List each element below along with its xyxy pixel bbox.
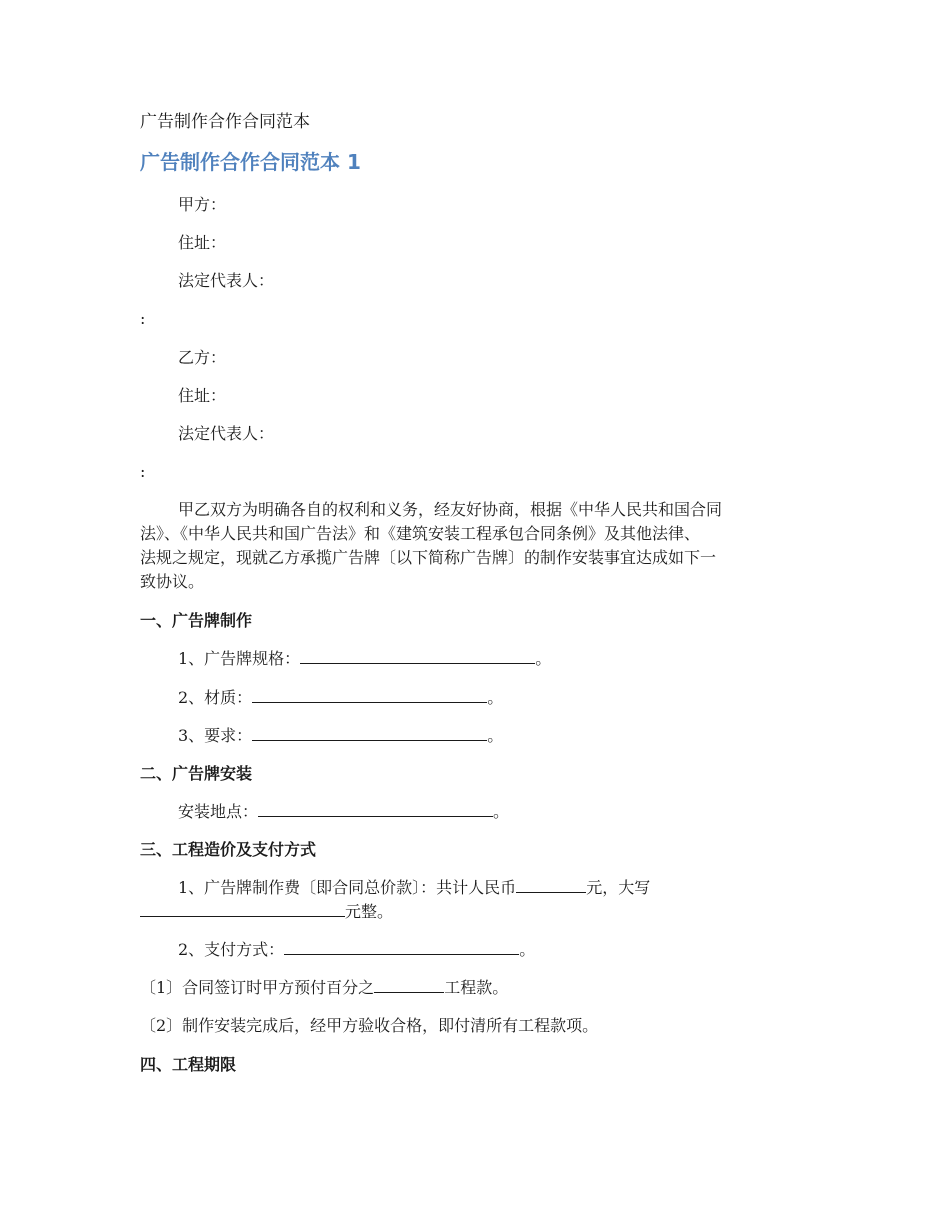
period: 。 [493,802,510,821]
separator-colon: : [140,462,146,481]
fee-capital-blank [140,902,345,917]
fee-line-cont [140,902,393,922]
spec-blank [300,649,535,664]
party-b-label: 乙方： [178,348,227,367]
requirement-blank [252,726,487,741]
payment-sub1-suffix: 工程款。 [444,978,509,997]
period: 。 [487,726,504,745]
preamble-line: 法》、《中华人民共和国广告法》和《建筑安装工程承包合同条例》及其他法律、 [140,524,701,543]
section-heading: 三、工程造价及支付方式 [140,840,317,859]
document-title: 广告制作合作合同范本 [140,112,310,132]
material-blank [252,688,487,703]
contract-heading: 广告制作合作合同范本 1 [140,150,361,174]
payment-method-field [178,940,535,960]
fee-line [178,878,650,898]
requirement-field [178,726,503,746]
period: 。 [535,649,552,668]
preamble-line: 甲乙双方为明确各自的权利和义务，经友好协商，根据《中华人民共和国合同 [178,500,723,519]
party-b-representative: 法定代表人： [178,424,275,443]
spec-field-label: 1、广告牌规格： [178,649,301,668]
section-heading: 二、广告牌安装 [140,764,253,783]
install-location-label: 安装地点： [178,802,259,821]
preamble-line: 致协议。 [140,572,205,591]
install-location-field [178,802,509,822]
material-field-label: 2、材质： [178,688,253,707]
preamble-line: 法规之规定，现就乙方承揽广告牌〔以下简称广告牌〕的制作安装事宜达成如下一 [140,548,717,567]
payment-method-label: 2、支付方式： [178,940,285,959]
fee-amount-blank [516,878,586,893]
party-a-representative: 法定代表人： [178,271,275,290]
party-b-address: 住址： [178,386,227,405]
requirement-field-label: 3、要求： [178,726,253,745]
section-heading: 四、工程期限 [140,1055,237,1074]
period: 。 [519,940,536,959]
payment-sub1-label: 〔1〕合同签订时甲方预付百分之 [140,978,375,997]
fee-label: 1、广告牌制作费〔即合同总价款〕：共计人民币 [178,878,517,897]
period: 。 [487,688,504,707]
install-location-blank [258,802,493,817]
party-a-address: 住址： [178,233,227,252]
separator-colon: : [140,309,146,328]
section-heading: 一、广告牌制作 [140,611,253,630]
prepay-percent-blank [374,978,444,993]
party-a-label: 甲方： [178,195,227,214]
payment-method-blank [284,940,519,955]
payment-sub2: 〔2〕制作安装完成后，经甲方验收合格，即付清所有工程款项。 [140,1016,599,1035]
material-field [178,688,503,708]
payment-sub1 [140,978,508,998]
fee-capital-label: 元，大写 [586,878,651,897]
fee-suffix: 元整。 [345,902,394,921]
spec-field [178,649,551,669]
